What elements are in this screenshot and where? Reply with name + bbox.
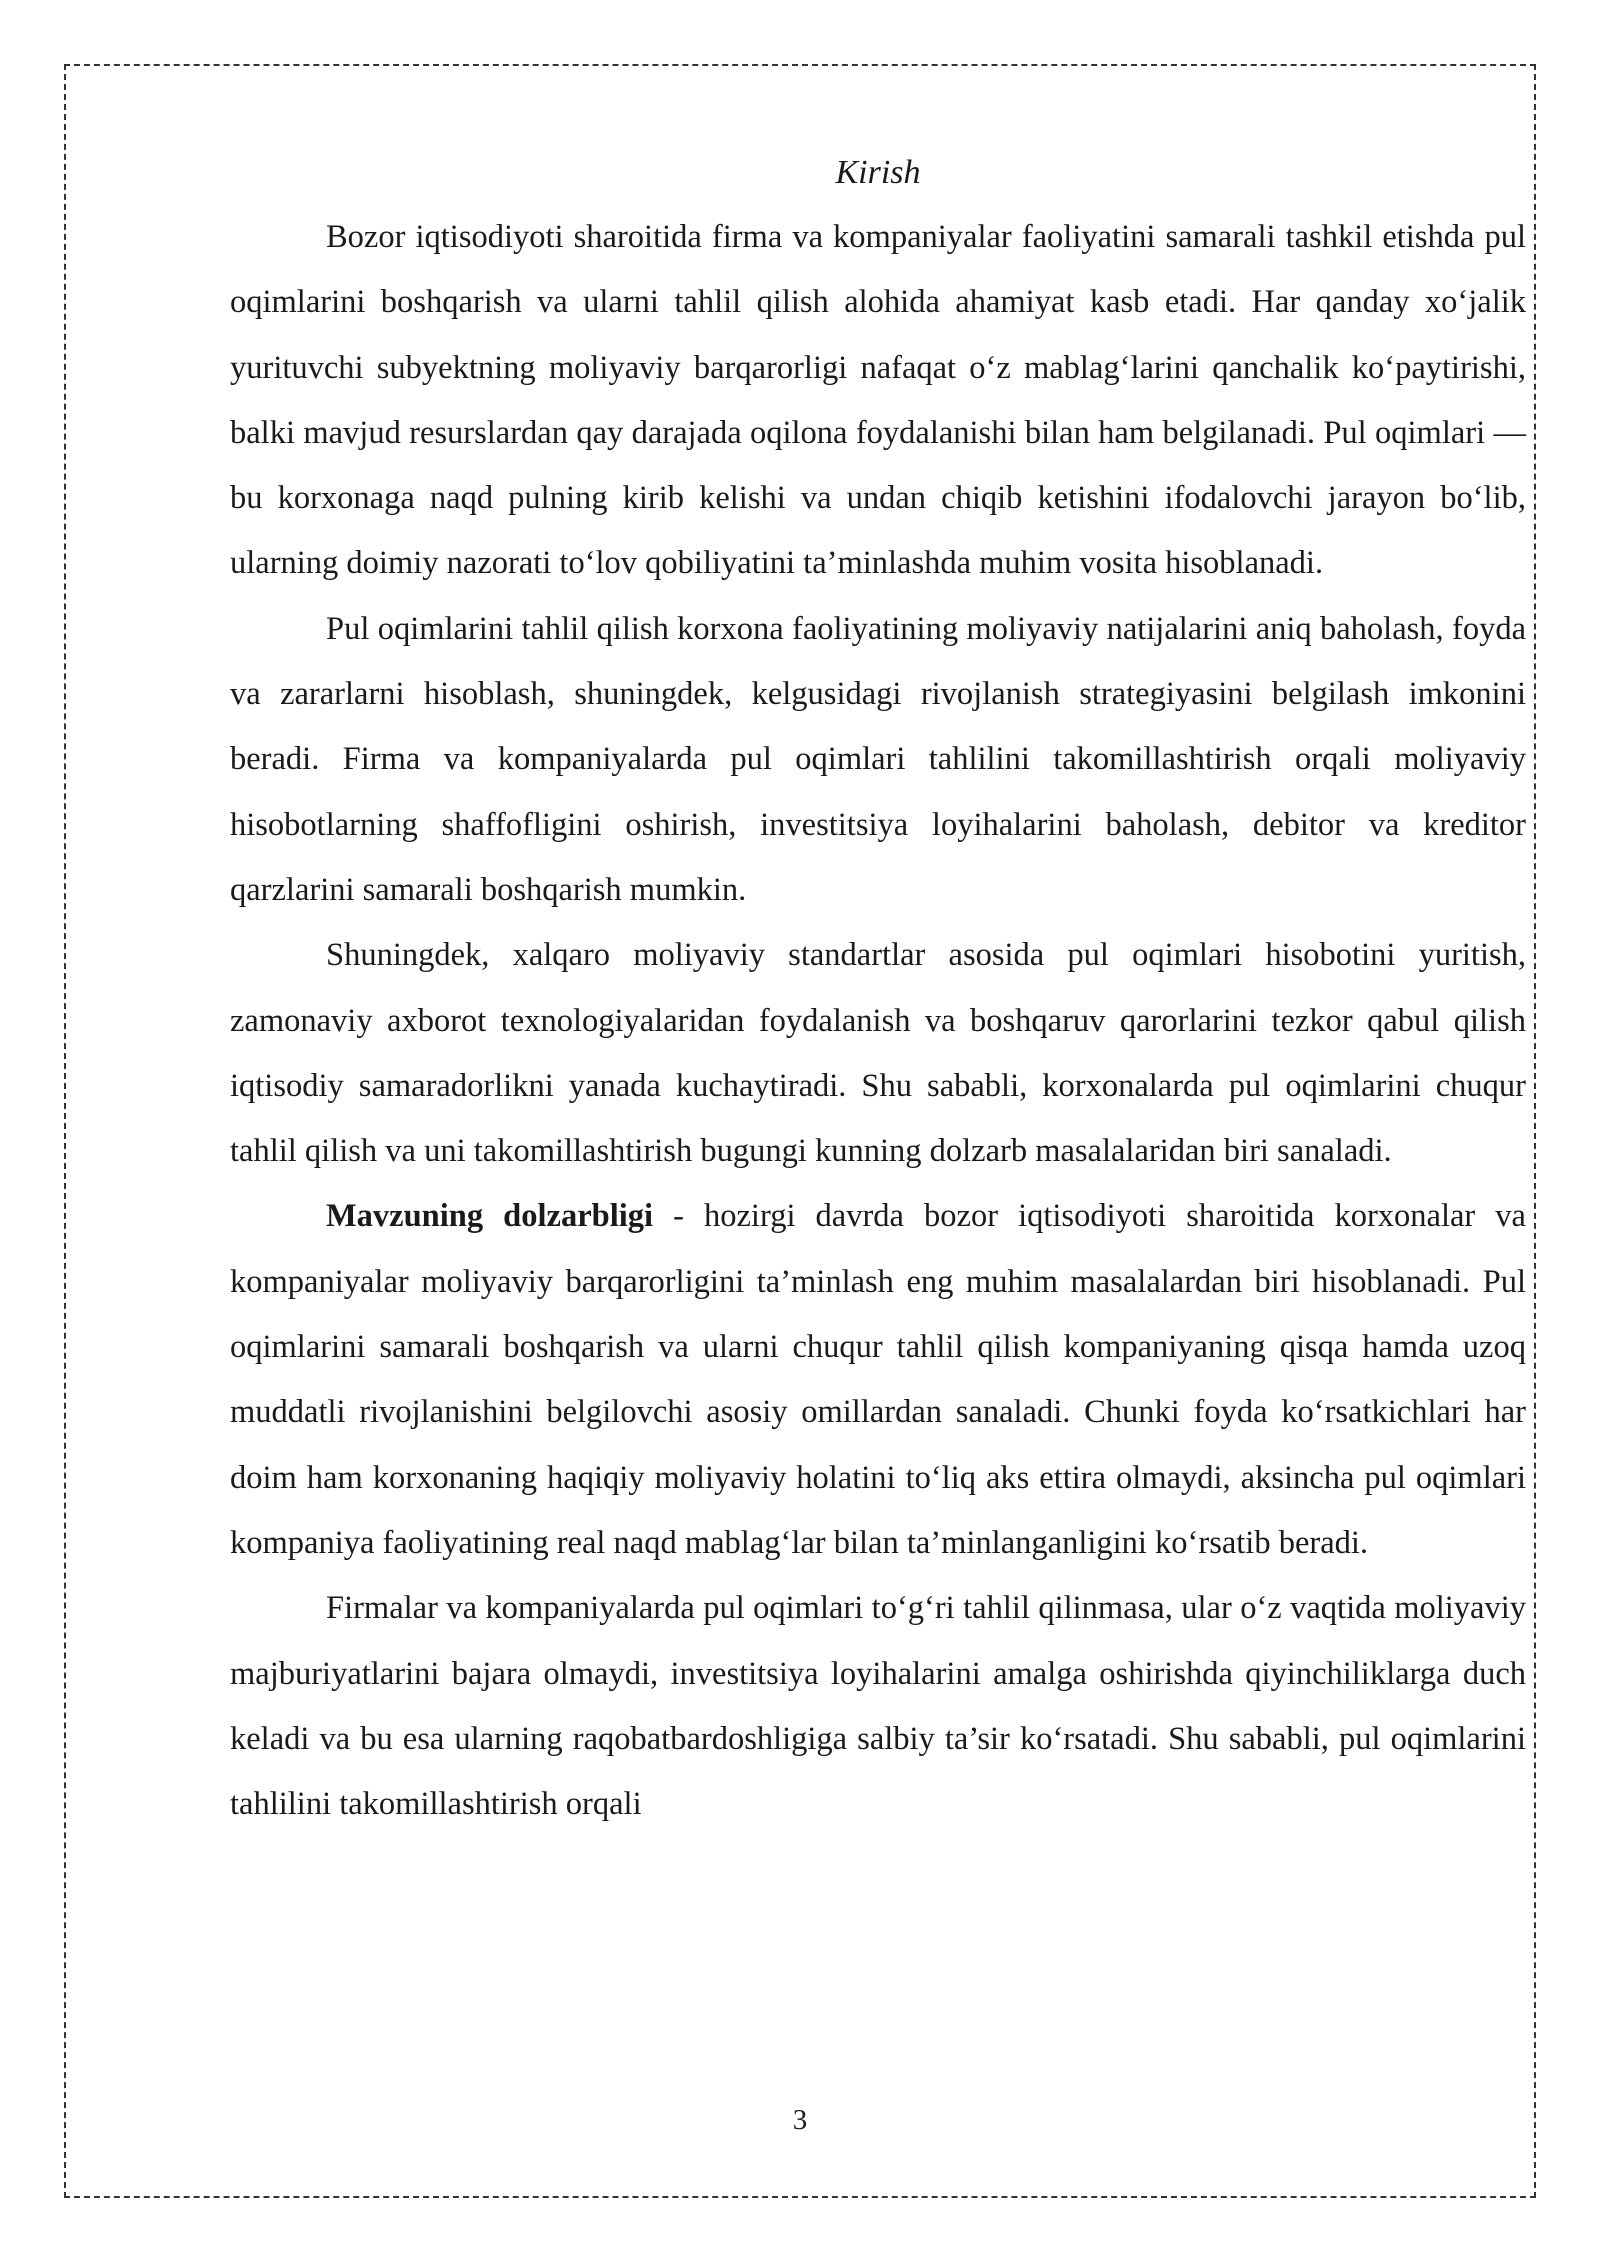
- page-number: 3: [792, 2104, 808, 2136]
- paragraph-2: Pul oqimlarini tahlil qilish korxona faoliyatining moliyaviy natijalarini aniq baholash, foyda va zararlarni hisoblash, shuningdek, kelgusidagi rivojlanish strategiyasini belgilash imkonini beradi. Firma va kompaniyalarda pul oqimlari tahlilini takomillashtirish orqali moliyaviy hisobotlarning shaffofligini oshirish, investitsiya loyihalarini baholash, debitor va kreditor qarzlarini samarali boshqarish mumkin.: [230, 610, 1526, 908]
- paragraph-5: Firmalar va kompaniyalarda pul oqimlari to‘g‘ri tahlil qilinmasa, ular o‘z vaqtida moliyaviy majburiyatlarini bajara olmaydi, investitsiya loyihalarini amalga oshirishda qiyinchiliklarga duch keladi va bu esa ularning raqobatbardoshligiga salbiy ta’sir ko‘rsatadi. Shu sababli, pul oqimlarini tahlilini takomillashtirish orqali: [230, 1590, 1526, 1823]
- paragraph-1: Bozor iqtisodiyoti sharoitida firma va kompaniyalar faoliyatini samarali tashkil etishda pul oqimlarini boshqarish va ularni tahlil qilish alohida ahamiyat kasb etadi. Har qanday xo‘jalik yurituvchi subyektning moliyaviy barqarorligi nafaqat o‘z mablag‘larini qanchalik ko‘paytirishi, balki mavjud resurslardan qay darajada oqilona foydalanishi bilan ham belgilanadi. Pul oqimlari — bu korxonaga naqd pulning kirib kelishi va undan chiqib ketishini ifodalovchi jarayon bo‘lib, ularning doimiy nazorati to‘lov qobiliyatini ta’minlashda muhim vosita hisoblanadi.: [230, 219, 1526, 582]
- paragraph-4: [230, 1184, 1526, 1576]
- document-body: [230, 140, 1526, 1837]
- paragraph-3: Shuningdek, xalqaro moliyaviy standartlar asosida pul oqimlari hisobotini yuritish, zamonaviy axborot texnologiyalaridan foydalanish va boshqaruv qarorlarini tezkor qabul qilish iqtisodiy samaradorlikni yanada kuchaytiradi. Shu sababli, korxonalarda pul oqimlarini chuqur tahlil qilish va uni takomillashtirish bugungi kunning dolzarb masalalaridan biri sanaladi.: [230, 937, 1526, 1170]
- paragraph-4-text: - hozirgi davrda bozor iqtisodiyoti sharoitida korxonalar va kompaniyalar moliyaviy barqarorligini ta’minlash eng muhim masalalardan biri hisoblanadi. Pul oqimlarini samarali boshqarish va ularni chuqur tahlil qilish kompaniyaning qisqa hamda uzoq muddatli rivojlanishini belgilovchi asosiy omillardan sanaladi. Chunki foyda ko‘rsatkichlari har doim ham korxonaning haqiqiy moliyaviy holatini to‘liq aks ettira olmaydi, aksincha pul oqimlari kompaniya faoliyatining real naqd mablag‘lar bilan ta’minlanganligini ko‘rsatib beradi.: [230, 1198, 1526, 1561]
- section-title: Kirish: [835, 154, 921, 191]
- paragraph-4-bold-lead: Mavzuning dolzarbligi: [326, 1198, 654, 1235]
